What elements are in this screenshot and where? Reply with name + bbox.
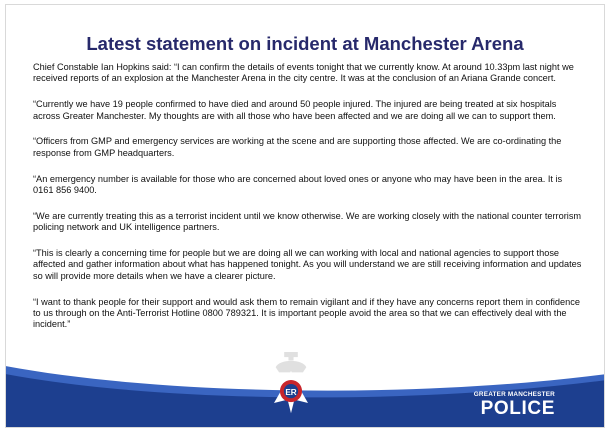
paragraph: “This is clearly a concerning time for people but we are doing all we can working with local and national agencies to support those affected and gather information about what has happened tonight. As you will understand we are still receiving information and updates so will provide more details when we have a clearer picture. <box>33 248 582 281</box>
statement-body <box>33 62 585 345</box>
footer-banner <box>5 360 605 428</box>
paragraph: “An emergency number is available for those who are concerned about loved ones or anyone who may have been in the area. It is 0161 856 9400. <box>33 173 563 196</box>
paragraph: “Currently we have 19 people confirmed to have died and around 50 people injured. The injured are being treated at six hospitals across Greater Manchester. My thoughts are with all those who have been affected and we are doing all we can to support them. <box>33 99 557 121</box>
police-crest-icon <box>5 352 592 420</box>
logo-subtitle: GREATER MANCHESTER <box>473 391 555 398</box>
paragraph: Chief Constable Ian Hopkins said: “I can confirm the details of events tonight that we currently know. At around 10.33pm last night we received reports of an explosion at the Manchester Arena in the city centre. It was at the conclusion of an Ariana Grande concert. <box>33 62 574 84</box>
paragraph: “Officers from GMP and emergency services are working at the scene and are supporting those affected. We are co-ordinating the response from GMP headquarters. <box>33 136 562 158</box>
page-title: Latest statement on incident at Manchester Arena <box>86 33 524 54</box>
crest-monogram: ER <box>285 387 297 397</box>
paragraph: “We are currently treating this as a terrorist incident until we know otherwise. We are working closely with the national counter terrorism policing network and UK intelligence partners. <box>33 210 582 233</box>
paragraph: “I want to thank people for their support and would ask them to remain vigilant and if they have any concerns report them in confidence to us through on the Anti-Terrorist Hotline 0800 789321. It is important people avoid the area so that we can effectively deal with the incident.” <box>33 296 580 330</box>
statement-page <box>5 4 605 428</box>
logo-title: POLICE <box>480 398 555 419</box>
